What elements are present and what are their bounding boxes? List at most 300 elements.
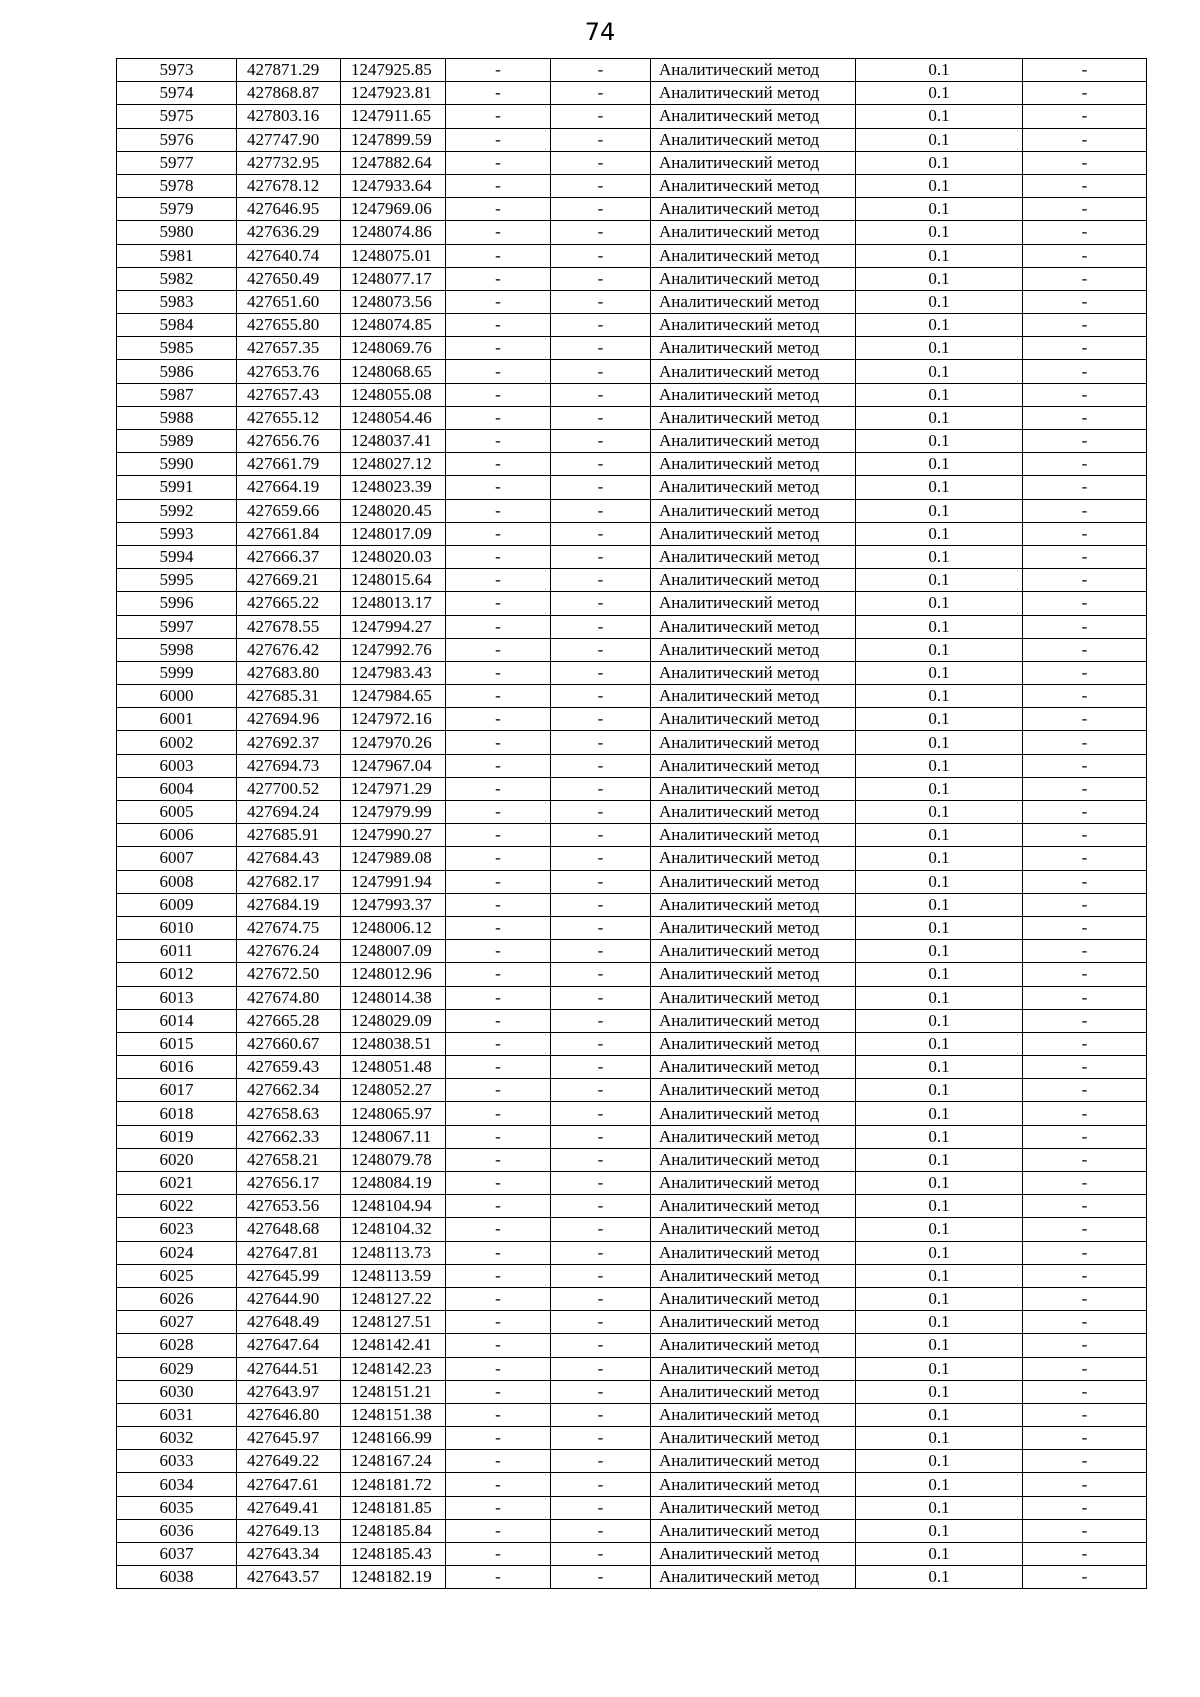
- table-row: [117, 963, 1147, 986]
- table-row: [117, 1287, 1147, 1310]
- col8-cell: -: [1023, 1241, 1147, 1264]
- col4-cell: -: [446, 198, 551, 221]
- col4-cell: -: [446, 1496, 551, 1519]
- x-coordinate-cell: 427657.35: [237, 337, 341, 360]
- y-coordinate-cell: 1248051.48: [341, 1056, 446, 1079]
- accuracy-cell: 0.1: [856, 1172, 1023, 1195]
- col4-cell: -: [446, 1172, 551, 1195]
- point-number-cell: 6013: [117, 986, 237, 1009]
- table-row: [117, 940, 1147, 963]
- y-coordinate-cell: 1248006.12: [341, 916, 446, 939]
- accuracy-cell: 0.1: [856, 545, 1023, 568]
- x-coordinate-cell: 427649.41: [237, 1496, 341, 1519]
- col8-cell: -: [1023, 824, 1147, 847]
- col4-cell: -: [446, 430, 551, 453]
- col4-cell: -: [446, 1195, 551, 1218]
- y-coordinate-cell: 1248073.56: [341, 290, 446, 313]
- col8-cell: -: [1023, 1450, 1147, 1473]
- col8-cell: -: [1023, 1473, 1147, 1496]
- point-number-cell: 6002: [117, 731, 237, 754]
- accuracy-cell: 0.1: [856, 499, 1023, 522]
- table-row: [117, 522, 1147, 545]
- method-cell: Аналитический метод: [651, 105, 856, 128]
- col8-cell: -: [1023, 337, 1147, 360]
- y-coordinate-cell: 1248075.01: [341, 244, 446, 267]
- col5-cell: -: [551, 1102, 651, 1125]
- accuracy-cell: 0.1: [856, 430, 1023, 453]
- y-coordinate-cell: 1247971.29: [341, 777, 446, 800]
- y-coordinate-cell: 1248084.19: [341, 1172, 446, 1195]
- y-coordinate-cell: 1247911.65: [341, 105, 446, 128]
- table-row: [117, 1195, 1147, 1218]
- point-number-cell: 5993: [117, 522, 237, 545]
- point-number-cell: 6001: [117, 708, 237, 731]
- col8-cell: -: [1023, 82, 1147, 105]
- col5-cell: -: [551, 731, 651, 754]
- x-coordinate-cell: 427651.60: [237, 290, 341, 313]
- point-number-cell: 6015: [117, 1032, 237, 1055]
- point-number-cell: 6027: [117, 1311, 237, 1334]
- accuracy-cell: 0.1: [856, 1102, 1023, 1125]
- table-row: [117, 1380, 1147, 1403]
- accuracy-cell: 0.1: [856, 1450, 1023, 1473]
- col8-cell: -: [1023, 360, 1147, 383]
- x-coordinate-cell: 427685.31: [237, 685, 341, 708]
- x-coordinate-cell: 427661.79: [237, 453, 341, 476]
- col5-cell: -: [551, 128, 651, 151]
- y-coordinate-cell: 1247972.16: [341, 708, 446, 731]
- col5-cell: -: [551, 522, 651, 545]
- table-row: [117, 128, 1147, 151]
- col5-cell: -: [551, 105, 651, 128]
- y-coordinate-cell: 1248020.45: [341, 499, 446, 522]
- col5-cell: -: [551, 1473, 651, 1496]
- col4-cell: -: [446, 453, 551, 476]
- col4-cell: -: [446, 1473, 551, 1496]
- point-number-cell: 5982: [117, 267, 237, 290]
- col5-cell: -: [551, 314, 651, 337]
- col5-cell: -: [551, 430, 651, 453]
- col8-cell: -: [1023, 221, 1147, 244]
- accuracy-cell: 0.1: [856, 128, 1023, 151]
- col8-cell: -: [1023, 1380, 1147, 1403]
- table-row: [117, 569, 1147, 592]
- method-cell: Аналитический метод: [651, 290, 856, 313]
- table-row: [117, 986, 1147, 1009]
- y-coordinate-cell: 1248113.59: [341, 1264, 446, 1287]
- table-row: [117, 545, 1147, 568]
- table-row: [117, 801, 1147, 824]
- col4-cell: -: [446, 1357, 551, 1380]
- col8-cell: -: [1023, 1195, 1147, 1218]
- table-row: [117, 661, 1147, 684]
- col8-cell: -: [1023, 1543, 1147, 1566]
- table-row: [117, 1450, 1147, 1473]
- table-row: [117, 1543, 1147, 1566]
- y-coordinate-cell: 1248038.51: [341, 1032, 446, 1055]
- col8-cell: -: [1023, 569, 1147, 592]
- table-row: [117, 105, 1147, 128]
- col5-cell: -: [551, 824, 651, 847]
- point-number-cell: 6003: [117, 754, 237, 777]
- accuracy-cell: 0.1: [856, 476, 1023, 499]
- col8-cell: -: [1023, 986, 1147, 1009]
- table-row: [117, 499, 1147, 522]
- x-coordinate-cell: 427684.43: [237, 847, 341, 870]
- method-cell: Аналитический метод: [651, 383, 856, 406]
- table-row: [117, 406, 1147, 429]
- point-number-cell: 5975: [117, 105, 237, 128]
- accuracy-cell: 0.1: [856, 1148, 1023, 1171]
- y-coordinate-cell: 1248012.96: [341, 963, 446, 986]
- col4-cell: -: [446, 1125, 551, 1148]
- col8-cell: -: [1023, 870, 1147, 893]
- point-number-cell: 5974: [117, 82, 237, 105]
- col8-cell: -: [1023, 1125, 1147, 1148]
- method-cell: Аналитический метод: [651, 963, 856, 986]
- point-number-cell: 5978: [117, 174, 237, 197]
- x-coordinate-cell: 427658.21: [237, 1148, 341, 1171]
- col5-cell: -: [551, 847, 651, 870]
- accuracy-cell: 0.1: [856, 731, 1023, 754]
- col5-cell: -: [551, 383, 651, 406]
- col8-cell: -: [1023, 499, 1147, 522]
- col4-cell: -: [446, 1032, 551, 1055]
- point-number-cell: 6008: [117, 870, 237, 893]
- col8-cell: -: [1023, 267, 1147, 290]
- accuracy-cell: 0.1: [856, 754, 1023, 777]
- y-coordinate-cell: 1247993.37: [341, 893, 446, 916]
- col4-cell: -: [446, 824, 551, 847]
- col8-cell: -: [1023, 545, 1147, 568]
- x-coordinate-cell: 427684.19: [237, 893, 341, 916]
- y-coordinate-cell: 1247991.94: [341, 870, 446, 893]
- point-number-cell: 5984: [117, 314, 237, 337]
- col5-cell: -: [551, 1450, 651, 1473]
- col8-cell: -: [1023, 1264, 1147, 1287]
- point-number-cell: 6000: [117, 685, 237, 708]
- y-coordinate-cell: 1248181.85: [341, 1496, 446, 1519]
- accuracy-cell: 0.1: [856, 661, 1023, 684]
- x-coordinate-cell: 427656.17: [237, 1172, 341, 1195]
- method-cell: Аналитический метод: [651, 499, 856, 522]
- method-cell: Аналитический метод: [651, 1357, 856, 1380]
- col4-cell: -: [446, 754, 551, 777]
- col8-cell: -: [1023, 1357, 1147, 1380]
- col4-cell: -: [446, 986, 551, 1009]
- table-row: [117, 1566, 1147, 1589]
- method-cell: Аналитический метод: [651, 453, 856, 476]
- point-number-cell: 6024: [117, 1241, 237, 1264]
- accuracy-cell: 0.1: [856, 1566, 1023, 1589]
- accuracy-cell: 0.1: [856, 337, 1023, 360]
- table-row: [117, 453, 1147, 476]
- point-number-cell: 6018: [117, 1102, 237, 1125]
- x-coordinate-cell: 427747.90: [237, 128, 341, 151]
- method-cell: Аналитический метод: [651, 1427, 856, 1450]
- col5-cell: -: [551, 940, 651, 963]
- col4-cell: -: [446, 916, 551, 939]
- col5-cell: -: [551, 685, 651, 708]
- accuracy-cell: 0.1: [856, 174, 1023, 197]
- col5-cell: -: [551, 638, 651, 661]
- accuracy-cell: 0.1: [856, 1195, 1023, 1218]
- x-coordinate-cell: 427661.84: [237, 522, 341, 545]
- point-number-cell: 5977: [117, 151, 237, 174]
- y-coordinate-cell: 1248065.97: [341, 1102, 446, 1125]
- col5-cell: -: [551, 708, 651, 731]
- x-coordinate-cell: 427647.61: [237, 1473, 341, 1496]
- y-coordinate-cell: 1247967.04: [341, 754, 446, 777]
- accuracy-cell: 0.1: [856, 1427, 1023, 1450]
- y-coordinate-cell: 1247925.85: [341, 59, 446, 82]
- col5-cell: -: [551, 453, 651, 476]
- x-coordinate-cell: 427674.75: [237, 916, 341, 939]
- y-coordinate-cell: 1248013.17: [341, 592, 446, 615]
- col5-cell: -: [551, 615, 651, 638]
- col8-cell: -: [1023, 1427, 1147, 1450]
- table-row: [117, 1079, 1147, 1102]
- y-coordinate-cell: 1247923.81: [341, 82, 446, 105]
- method-cell: Аналитический метод: [651, 128, 856, 151]
- point-number-cell: 5979: [117, 198, 237, 221]
- method-cell: Аналитический метод: [651, 314, 856, 337]
- col4-cell: -: [446, 1311, 551, 1334]
- x-coordinate-cell: 427672.50: [237, 963, 341, 986]
- col5-cell: -: [551, 82, 651, 105]
- col4-cell: -: [446, 105, 551, 128]
- col8-cell: -: [1023, 638, 1147, 661]
- point-number-cell: 6014: [117, 1009, 237, 1032]
- method-cell: Аналитический метод: [651, 1450, 856, 1473]
- table-row: [117, 1241, 1147, 1264]
- method-cell: Аналитический метод: [651, 360, 856, 383]
- point-number-cell: 5973: [117, 59, 237, 82]
- accuracy-cell: 0.1: [856, 221, 1023, 244]
- method-cell: Аналитический метод: [651, 615, 856, 638]
- accuracy-cell: 0.1: [856, 59, 1023, 82]
- point-number-cell: 6020: [117, 1148, 237, 1171]
- col5-cell: -: [551, 1079, 651, 1102]
- y-coordinate-cell: 1248074.85: [341, 314, 446, 337]
- x-coordinate-cell: 427666.37: [237, 545, 341, 568]
- method-cell: Аналитический метод: [651, 1032, 856, 1055]
- col8-cell: -: [1023, 1148, 1147, 1171]
- point-number-cell: 6019: [117, 1125, 237, 1148]
- x-coordinate-cell: 427871.29: [237, 59, 341, 82]
- col8-cell: -: [1023, 847, 1147, 870]
- method-cell: Аналитический метод: [651, 59, 856, 82]
- col8-cell: -: [1023, 1079, 1147, 1102]
- col8-cell: -: [1023, 1032, 1147, 1055]
- col5-cell: -: [551, 1543, 651, 1566]
- method-cell: Аналитический метод: [651, 1519, 856, 1542]
- point-number-cell: 5985: [117, 337, 237, 360]
- col8-cell: -: [1023, 151, 1147, 174]
- col8-cell: -: [1023, 198, 1147, 221]
- table-row: [117, 893, 1147, 916]
- table-row: [117, 337, 1147, 360]
- method-cell: Аналитический метод: [651, 1218, 856, 1241]
- x-coordinate-cell: 427648.49: [237, 1311, 341, 1334]
- accuracy-cell: 0.1: [856, 1287, 1023, 1310]
- col8-cell: -: [1023, 685, 1147, 708]
- point-number-cell: 6016: [117, 1056, 237, 1079]
- point-number-cell: 6017: [117, 1079, 237, 1102]
- x-coordinate-cell: 427682.17: [237, 870, 341, 893]
- accuracy-cell: 0.1: [856, 522, 1023, 545]
- x-coordinate-cell: 427649.13: [237, 1519, 341, 1542]
- x-coordinate-cell: 427694.96: [237, 708, 341, 731]
- y-coordinate-cell: 1248079.78: [341, 1148, 446, 1171]
- accuracy-cell: 0.1: [856, 82, 1023, 105]
- col8-cell: -: [1023, 476, 1147, 499]
- point-number-cell: 6026: [117, 1287, 237, 1310]
- table-row: [117, 267, 1147, 290]
- accuracy-cell: 0.1: [856, 870, 1023, 893]
- method-cell: Аналитический метод: [651, 1473, 856, 1496]
- method-cell: Аналитический метод: [651, 1264, 856, 1287]
- col5-cell: -: [551, 151, 651, 174]
- table-row: [117, 174, 1147, 197]
- table-row: [117, 870, 1147, 893]
- y-coordinate-cell: 1247989.08: [341, 847, 446, 870]
- col5-cell: -: [551, 986, 651, 1009]
- x-coordinate-cell: 427648.68: [237, 1218, 341, 1241]
- table-row: [117, 1172, 1147, 1195]
- x-coordinate-cell: 427659.66: [237, 499, 341, 522]
- point-number-cell: 6028: [117, 1334, 237, 1357]
- coordinates-table: [116, 58, 1147, 1589]
- col5-cell: -: [551, 337, 651, 360]
- y-coordinate-cell: 1248185.43: [341, 1543, 446, 1566]
- accuracy-cell: 0.1: [856, 824, 1023, 847]
- col8-cell: -: [1023, 754, 1147, 777]
- x-coordinate-cell: 427658.63: [237, 1102, 341, 1125]
- y-coordinate-cell: 1247882.64: [341, 151, 446, 174]
- method-cell: Аналитический метод: [651, 1172, 856, 1195]
- col8-cell: -: [1023, 174, 1147, 197]
- col4-cell: -: [446, 1079, 551, 1102]
- col5-cell: -: [551, 1032, 651, 1055]
- col4-cell: -: [446, 661, 551, 684]
- method-cell: Аналитический метод: [651, 754, 856, 777]
- y-coordinate-cell: 1248166.99: [341, 1427, 446, 1450]
- point-number-cell: 6036: [117, 1519, 237, 1542]
- col4-cell: -: [446, 406, 551, 429]
- method-cell: Аналитический метод: [651, 661, 856, 684]
- x-coordinate-cell: 427678.55: [237, 615, 341, 638]
- method-cell: Аналитический метод: [651, 151, 856, 174]
- col4-cell: -: [446, 151, 551, 174]
- y-coordinate-cell: 1247899.59: [341, 128, 446, 151]
- table-row: [117, 198, 1147, 221]
- col5-cell: -: [551, 360, 651, 383]
- col5-cell: -: [551, 499, 651, 522]
- col5-cell: -: [551, 174, 651, 197]
- point-number-cell: 5999: [117, 661, 237, 684]
- accuracy-cell: 0.1: [856, 1218, 1023, 1241]
- point-number-cell: 6032: [117, 1427, 237, 1450]
- col4-cell: -: [446, 1380, 551, 1403]
- method-cell: Аналитический метод: [651, 174, 856, 197]
- method-cell: Аналитический метод: [651, 847, 856, 870]
- col4-cell: -: [446, 1056, 551, 1079]
- x-coordinate-cell: 427665.28: [237, 1009, 341, 1032]
- point-number-cell: 6022: [117, 1195, 237, 1218]
- accuracy-cell: 0.1: [856, 1519, 1023, 1542]
- accuracy-cell: 0.1: [856, 360, 1023, 383]
- y-coordinate-cell: 1248029.09: [341, 1009, 446, 1032]
- x-coordinate-cell: 427656.76: [237, 430, 341, 453]
- col4-cell: -: [446, 337, 551, 360]
- point-number-cell: 6033: [117, 1450, 237, 1473]
- table-row: [117, 754, 1147, 777]
- method-cell: Аналитический метод: [651, 221, 856, 244]
- accuracy-cell: 0.1: [856, 638, 1023, 661]
- col5-cell: -: [551, 59, 651, 82]
- x-coordinate-cell: 427646.80: [237, 1403, 341, 1426]
- col5-cell: -: [551, 1519, 651, 1542]
- point-number-cell: 5980: [117, 221, 237, 244]
- accuracy-cell: 0.1: [856, 893, 1023, 916]
- col5-cell: -: [551, 569, 651, 592]
- method-cell: Аналитический метод: [651, 801, 856, 824]
- col4-cell: -: [446, 244, 551, 267]
- x-coordinate-cell: 427674.80: [237, 986, 341, 1009]
- point-number-cell: 6038: [117, 1566, 237, 1589]
- col8-cell: -: [1023, 105, 1147, 128]
- col8-cell: -: [1023, 383, 1147, 406]
- table-row: [117, 383, 1147, 406]
- point-number-cell: 5983: [117, 290, 237, 313]
- point-number-cell: 5995: [117, 569, 237, 592]
- col5-cell: -: [551, 1056, 651, 1079]
- method-cell: Аналитический метод: [651, 198, 856, 221]
- accuracy-cell: 0.1: [856, 1473, 1023, 1496]
- col5-cell: -: [551, 221, 651, 244]
- method-cell: Аналитический метод: [651, 1334, 856, 1357]
- col5-cell: -: [551, 198, 651, 221]
- point-number-cell: 6009: [117, 893, 237, 916]
- col4-cell: -: [446, 592, 551, 615]
- x-coordinate-cell: 427655.80: [237, 314, 341, 337]
- accuracy-cell: 0.1: [856, 1357, 1023, 1380]
- method-cell: Аналитический метод: [651, 592, 856, 615]
- table-row: [117, 221, 1147, 244]
- point-number-cell: 5989: [117, 430, 237, 453]
- col4-cell: -: [446, 1102, 551, 1125]
- col5-cell: -: [551, 1172, 651, 1195]
- accuracy-cell: 0.1: [856, 1543, 1023, 1566]
- method-cell: Аналитический метод: [651, 1311, 856, 1334]
- point-number-cell: 6007: [117, 847, 237, 870]
- y-coordinate-cell: 1248104.94: [341, 1195, 446, 1218]
- col8-cell: -: [1023, 128, 1147, 151]
- x-coordinate-cell: 427657.43: [237, 383, 341, 406]
- method-cell: Аналитический метод: [651, 1403, 856, 1426]
- col8-cell: -: [1023, 59, 1147, 82]
- y-coordinate-cell: 1247970.26: [341, 731, 446, 754]
- col5-cell: -: [551, 1566, 651, 1589]
- col4-cell: -: [446, 1148, 551, 1171]
- table-row: [117, 290, 1147, 313]
- x-coordinate-cell: 427662.34: [237, 1079, 341, 1102]
- accuracy-cell: 0.1: [856, 105, 1023, 128]
- accuracy-cell: 0.1: [856, 592, 1023, 615]
- y-coordinate-cell: 1248020.03: [341, 545, 446, 568]
- accuracy-cell: 0.1: [856, 453, 1023, 476]
